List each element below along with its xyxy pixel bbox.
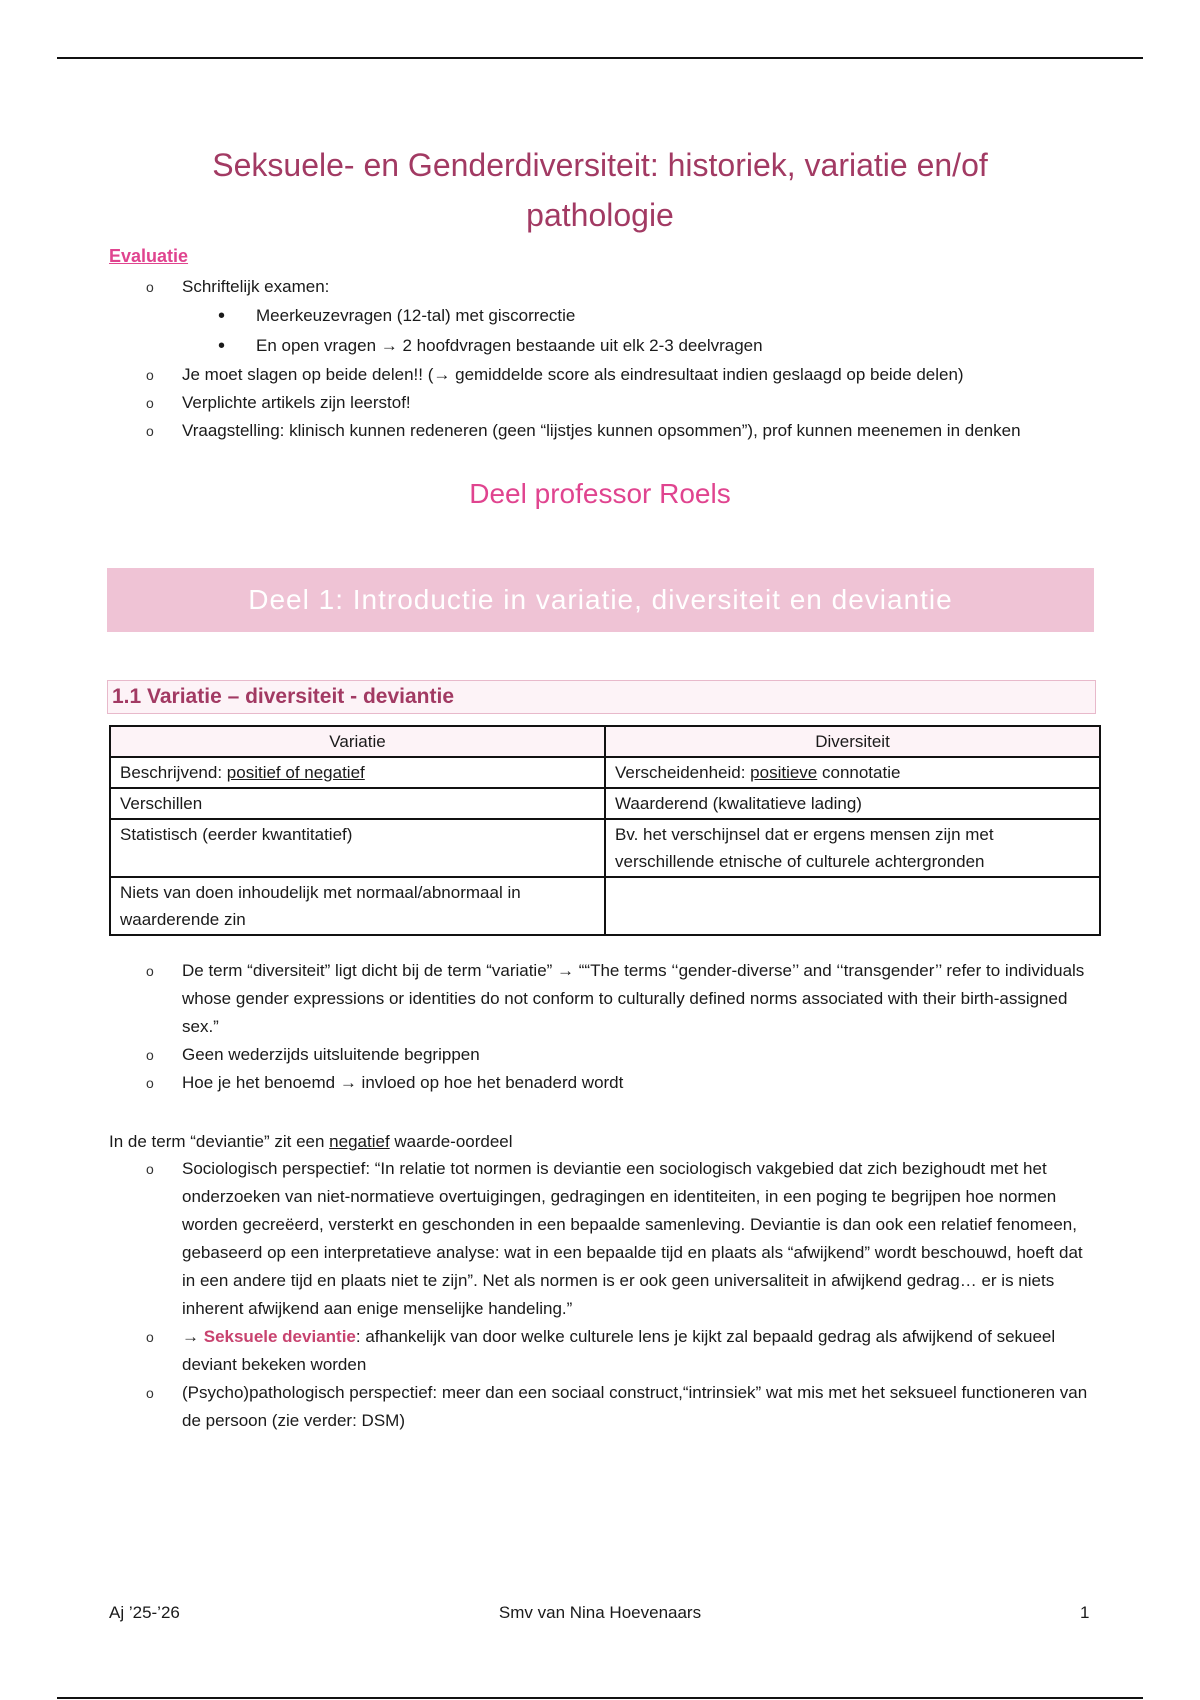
table-cell: Niets van doen inhoudelijk met normaal/abnormaal in waarderende zin	[110, 877, 605, 935]
intro-text: In de term “deviantie” zit een	[109, 1132, 330, 1151]
list-item: • Meerkeuzevragen (12-tal) met giscorrectie	[218, 301, 1094, 331]
table-header: Diversiteit	[605, 726, 1100, 757]
list-item: o (Psycho)pathologisch perspectief: meer dan een sociaal construct,“intrinsiek” wat mis met het seksueel functioneren van de persoon (zie verder: DSM)	[144, 1379, 1094, 1435]
list-item: o De term “diversiteit” ligt dicht bij de term “variatie” → ““The terms ‘‘gender-diverse’’ and ‘‘transgender’’ refer to individuals whose gender expressions or identities do not conform to culturally defined norms associated with their birth-assigned sex.”	[144, 957, 1094, 1041]
table-row	[110, 757, 1100, 788]
intro-text: waarde-oordeel	[389, 1132, 513, 1151]
list-item: o Verplichte artikels zijn leerstof!	[144, 389, 1094, 417]
cell-text: connotatie	[817, 763, 901, 782]
page-title	[130, 140, 1070, 240]
table-header: Variatie	[110, 726, 605, 757]
exam-sublist	[182, 301, 1094, 361]
list-item	[144, 1323, 1094, 1379]
list-item: o Hoe je het benoemd → invloed op hoe het benaderd wordt	[144, 1069, 1094, 1097]
cell-underlined-text: positief of negatief	[226, 763, 365, 782]
diversity-list	[144, 957, 1094, 1097]
arrow-text: →	[182, 1327, 204, 1346]
list-item: • En open vragen → 2 hoofdvragen bestaande uit elk 2-3 deelvragen	[218, 331, 1094, 361]
title-line-2: pathologie	[526, 197, 674, 233]
part-title: Deel professor Roels	[469, 478, 731, 509]
table-cell	[605, 757, 1100, 788]
intro-underlined-text: negatief	[329, 1132, 390, 1151]
footer-left: Aj ’25-’26	[109, 1603, 180, 1622]
top-rule	[57, 57, 1143, 59]
title-line-1: Seksuele- en Genderdiversiteit: historiek, variatie en/of	[212, 147, 988, 183]
footer-center: Smv van Nina Hoevenaars	[498, 1603, 702, 1622]
list-item: o Je moet slagen op beide delen!! (→ gemiddelde score als eindresultaat indien geslaagd op beide delen)	[144, 361, 1094, 389]
comparison-table	[109, 725, 1101, 936]
evaluation-heading: Evaluatie	[109, 246, 189, 266]
table-cell: Statistisch (eerder kwantitatief)	[110, 819, 605, 877]
item-text: : afhankelijk van door welke culturele lens je kijkt zal bepaald gedrag als afwijkend of sekueel deviant bekeken worden	[182, 1327, 1056, 1374]
cell-text: Verscheidenheid:	[615, 763, 751, 782]
table-row	[110, 788, 1100, 819]
sexual-deviance-term: Seksuele deviantie	[203, 1327, 356, 1346]
table-cell: Waarderend (kwalitatieve lading)	[605, 788, 1100, 819]
list-item: o Sociologisch perspectief: “In relatie tot normen is deviantie een sociologisch vakgebied dat zich bezighoudt met het onderzoeken van niet-normatieve overtuigingen, gedragingen en identiteiten, in een poging te begrijpen hoe normen worden gecreëerd, versterkt en geschonden in een bepaalde samenleving. Deviantie is dan ook een relatief fenomeen, gebaseerd op een interpretatieve analyse: wat in een bepaalde tijd en plaats als “afwijkend” wordt beschouwd, hoeft dat in een andere tijd en plaats niet te zijn”. Net als normen is er ook geen universaliteit in afwijkend gedrag… er is niets inherent afwijkend aan enige menselijke handeling.”	[144, 1155, 1094, 1323]
table-cell: Verschillen	[110, 788, 605, 819]
table-row	[110, 877, 1100, 935]
exam-label: Schriftelijk examen:	[182, 277, 330, 296]
section-heading: 1.1 Variatie – diversiteit - deviantie	[107, 680, 1096, 714]
list-item: o Vraagstelling: klinisch kunnen redeneren (geen “lijstjes kunnen opsommen”), prof kunnen meenemen in denken	[144, 417, 1094, 445]
chapter-banner: Deel 1: Introductie in variatie, diversiteit en deviantie	[107, 568, 1094, 632]
cell-underlined-text: positieve	[750, 763, 818, 782]
evaluation-list	[144, 273, 1094, 445]
table-cell	[110, 757, 605, 788]
table-header-row	[110, 726, 1100, 757]
table-cell	[605, 877, 1100, 935]
table-cell: Bv. het verschijnsel dat er ergens mensen zijn met verschillende etnische of culturele achtergronden	[605, 819, 1100, 877]
deviance-intro	[109, 1128, 513, 1156]
list-item	[144, 273, 1094, 361]
list-item: o Geen wederzijds uitsluitende begrippen	[144, 1041, 1094, 1069]
cell-text: Beschrijvend:	[120, 763, 227, 782]
page-number: 1	[1080, 1603, 1090, 1622]
deviance-list	[144, 1155, 1094, 1435]
bottom-rule	[57, 1697, 1143, 1699]
table-row	[110, 819, 1100, 877]
